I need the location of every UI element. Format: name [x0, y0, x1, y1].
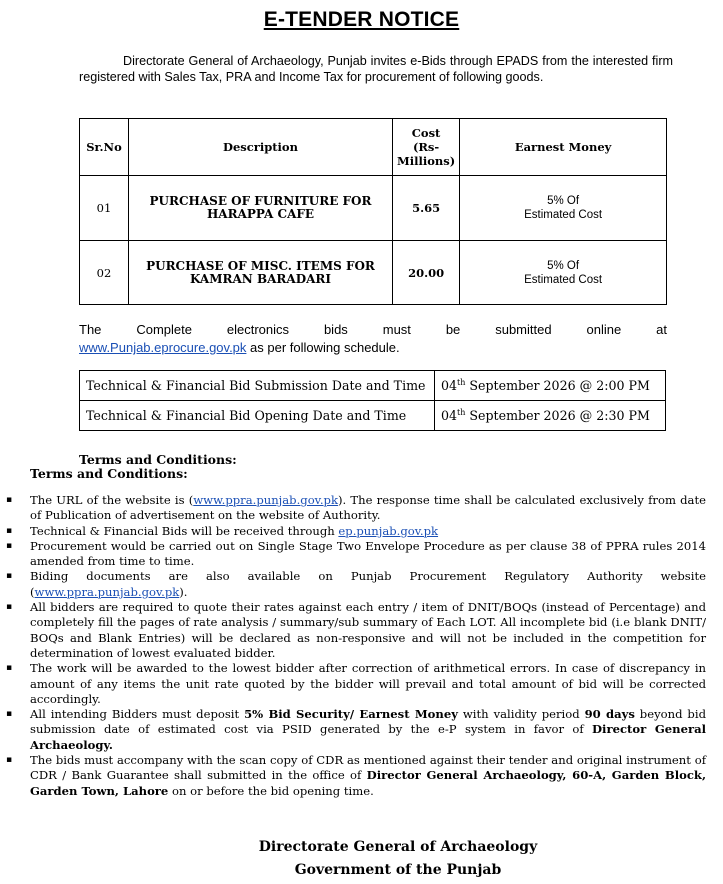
notice-word: The: [79, 322, 102, 337]
term-item: [30, 707, 706, 753]
signature-line2: Government of the Punjab: [294, 862, 502, 878]
term-text: ).: [179, 584, 188, 599]
term-text: beyond bid submission date of estimated cost via PSID generated by the e-P system in favor of: [30, 707, 706, 737]
term-text: All intending Bidders must deposit: [30, 707, 245, 722]
term-bold-text: 5% Bid Security/ Earnest Money: [244, 707, 458, 722]
notice-word: at: [656, 322, 667, 337]
term-text: Biding documents are also available on Punjab Procurement Regulatory Authority website (: [30, 569, 706, 599]
term-text: The work will be awarded to the lowest bidder after correction of arithmetical errors. In case of discrepancy in amount of any items the unit rate quoted by the bidder will prevail and total amount of bid will be corrected accordingly.: [30, 661, 706, 706]
schedule-label: Technical & Financial Bid Submission Date and Time: [80, 371, 435, 401]
ppra-link[interactable]: www.ppra.punjab.gov.pk: [193, 493, 338, 507]
row-earnest-line1: 5% Of: [547, 195, 580, 207]
notice-word: be: [445, 322, 461, 337]
online-submission-notice: [79, 321, 667, 357]
term-item: [30, 524, 706, 539]
ep-punjab-link[interactable]: ep.punjab.gov.pk: [338, 523, 439, 538]
term-text: The URL of the website is (: [30, 493, 194, 507]
term-item: [30, 600, 706, 661]
term-text: ). The response time shall be calculated exclusively from date of Publication of advertisement on the website of Authority.: [30, 493, 706, 523]
row-description: PURCHASE OF MISC. ITEMS FOR KAMRAN BARADARI: [129, 241, 393, 305]
terms-heading-repeat: Terms and Conditions:: [30, 466, 188, 481]
schedule-row: [80, 371, 666, 401]
schedule-value: [435, 371, 666, 401]
schedule-value: [435, 401, 666, 431]
term-bold-text: 90 days: [584, 707, 635, 722]
row-srno: 02: [80, 241, 129, 305]
row-cost: 20.00: [393, 241, 460, 305]
term-text: Technical & Financial Bids will be received through: [30, 523, 339, 538]
row-earnest: [460, 241, 667, 305]
online-notice-rest: as per following schedule.: [246, 340, 400, 355]
notice-word: electronics: [226, 322, 290, 337]
term-item: [30, 569, 706, 600]
row-description: PURCHASE OF FURNITURE FOR HARAPPA CAFE: [129, 176, 393, 241]
items-table: [79, 118, 667, 305]
term-item: [30, 539, 706, 570]
term-item: [30, 753, 706, 799]
signature-line1: Directorate General of Archaeology: [258, 839, 538, 855]
header-srno: Sr.No: [80, 119, 129, 176]
header-description: Description: [129, 119, 393, 176]
schedule-day-suffix: th: [457, 407, 466, 417]
term-text: The bids must accompany with the scan copy of CDR as mentioned against their tender and original instrument of CDR / Bank Guarantee shall submitted in the office of: [30, 753, 706, 783]
online-notice-line2: [79, 339, 667, 357]
row-earnest-line2: Estimated Cost: [524, 273, 603, 286]
eprocure-link[interactable]: www.Punjab.eprocure.gov.pk: [79, 340, 247, 355]
schedule-day-suffix: th: [457, 377, 466, 387]
ppra-link[interactable]: www.ppra.punjab.gov.pk: [34, 584, 180, 599]
row-cost: 5.65: [393, 176, 460, 241]
schedule-label: Technical & Financial Bid Opening Date and Time: [80, 401, 435, 431]
schedule-datetime: September 2026 @ 2:30 PM: [465, 408, 650, 424]
term-text: All bidders are required to quote their rates against each entry / item of DNIT/BOQs (instead of Percentage) and completely fill the pages of rate analysis / summary/sub summary of Each LOT. All incomplete bid (i.e blank DNIT/ BOQs and Blank Entries) will be declared as non-responsive and will not be included in the competition for determination of lowest evaluated bidder.: [30, 600, 706, 660]
notice-word: must: [382, 322, 411, 337]
notice-title: E-TENDER NOTICE: [263, 8, 460, 31]
term-bold-text: Director General Archaeology, 60-A, Garden Block, Garden Town, Lahore: [30, 768, 706, 798]
row-earnest: [460, 176, 667, 241]
term-item: [30, 493, 706, 524]
items-table-header: [80, 119, 667, 176]
term-text: with validity period: [457, 707, 585, 722]
notice-word: submitted: [495, 322, 552, 337]
row-srno: 01: [80, 176, 129, 241]
term-item: [30, 661, 706, 707]
term-text: on or before the bid opening time.: [168, 783, 374, 798]
terms-list: [30, 493, 706, 799]
header-cost-label: Cost (Rs- Millions): [397, 126, 456, 168]
schedule-day: 04: [441, 378, 458, 394]
intro-paragraph: Directorate General of Archaeology, Punjab invites e-Bids through EPADS from the interested firm registered with Sales Tax, PRA and Income Tax for procurement of following goods.: [79, 54, 673, 84]
schedule-table: [79, 370, 666, 431]
schedule-day: 04: [441, 408, 458, 424]
notice-word: bids: [323, 322, 348, 337]
online-notice-line1: [79, 321, 667, 339]
notice-word: online: [586, 322, 622, 337]
notice-word: Complete: [136, 322, 192, 337]
table-row: [80, 241, 667, 305]
header-cost: [393, 119, 460, 176]
row-earnest-line2: Estimated Cost: [524, 209, 603, 221]
table-row: [80, 176, 667, 241]
terms-heading: Terms and Conditions:: [79, 452, 237, 467]
schedule-datetime: September 2026 @ 2:00 PM: [465, 378, 650, 394]
term-text: Procurement would be carried out on Single Stage Two Envelope Procedure as per clause 38 of PPRA rules 2014 amended from time to time.: [30, 538, 706, 569]
header-earnest: Earnest Money: [460, 119, 667, 176]
row-earnest-line1: 5% Of: [547, 259, 580, 272]
schedule-row: [80, 401, 666, 431]
term-bold-text: Director General Archaeology.: [30, 722, 707, 752]
